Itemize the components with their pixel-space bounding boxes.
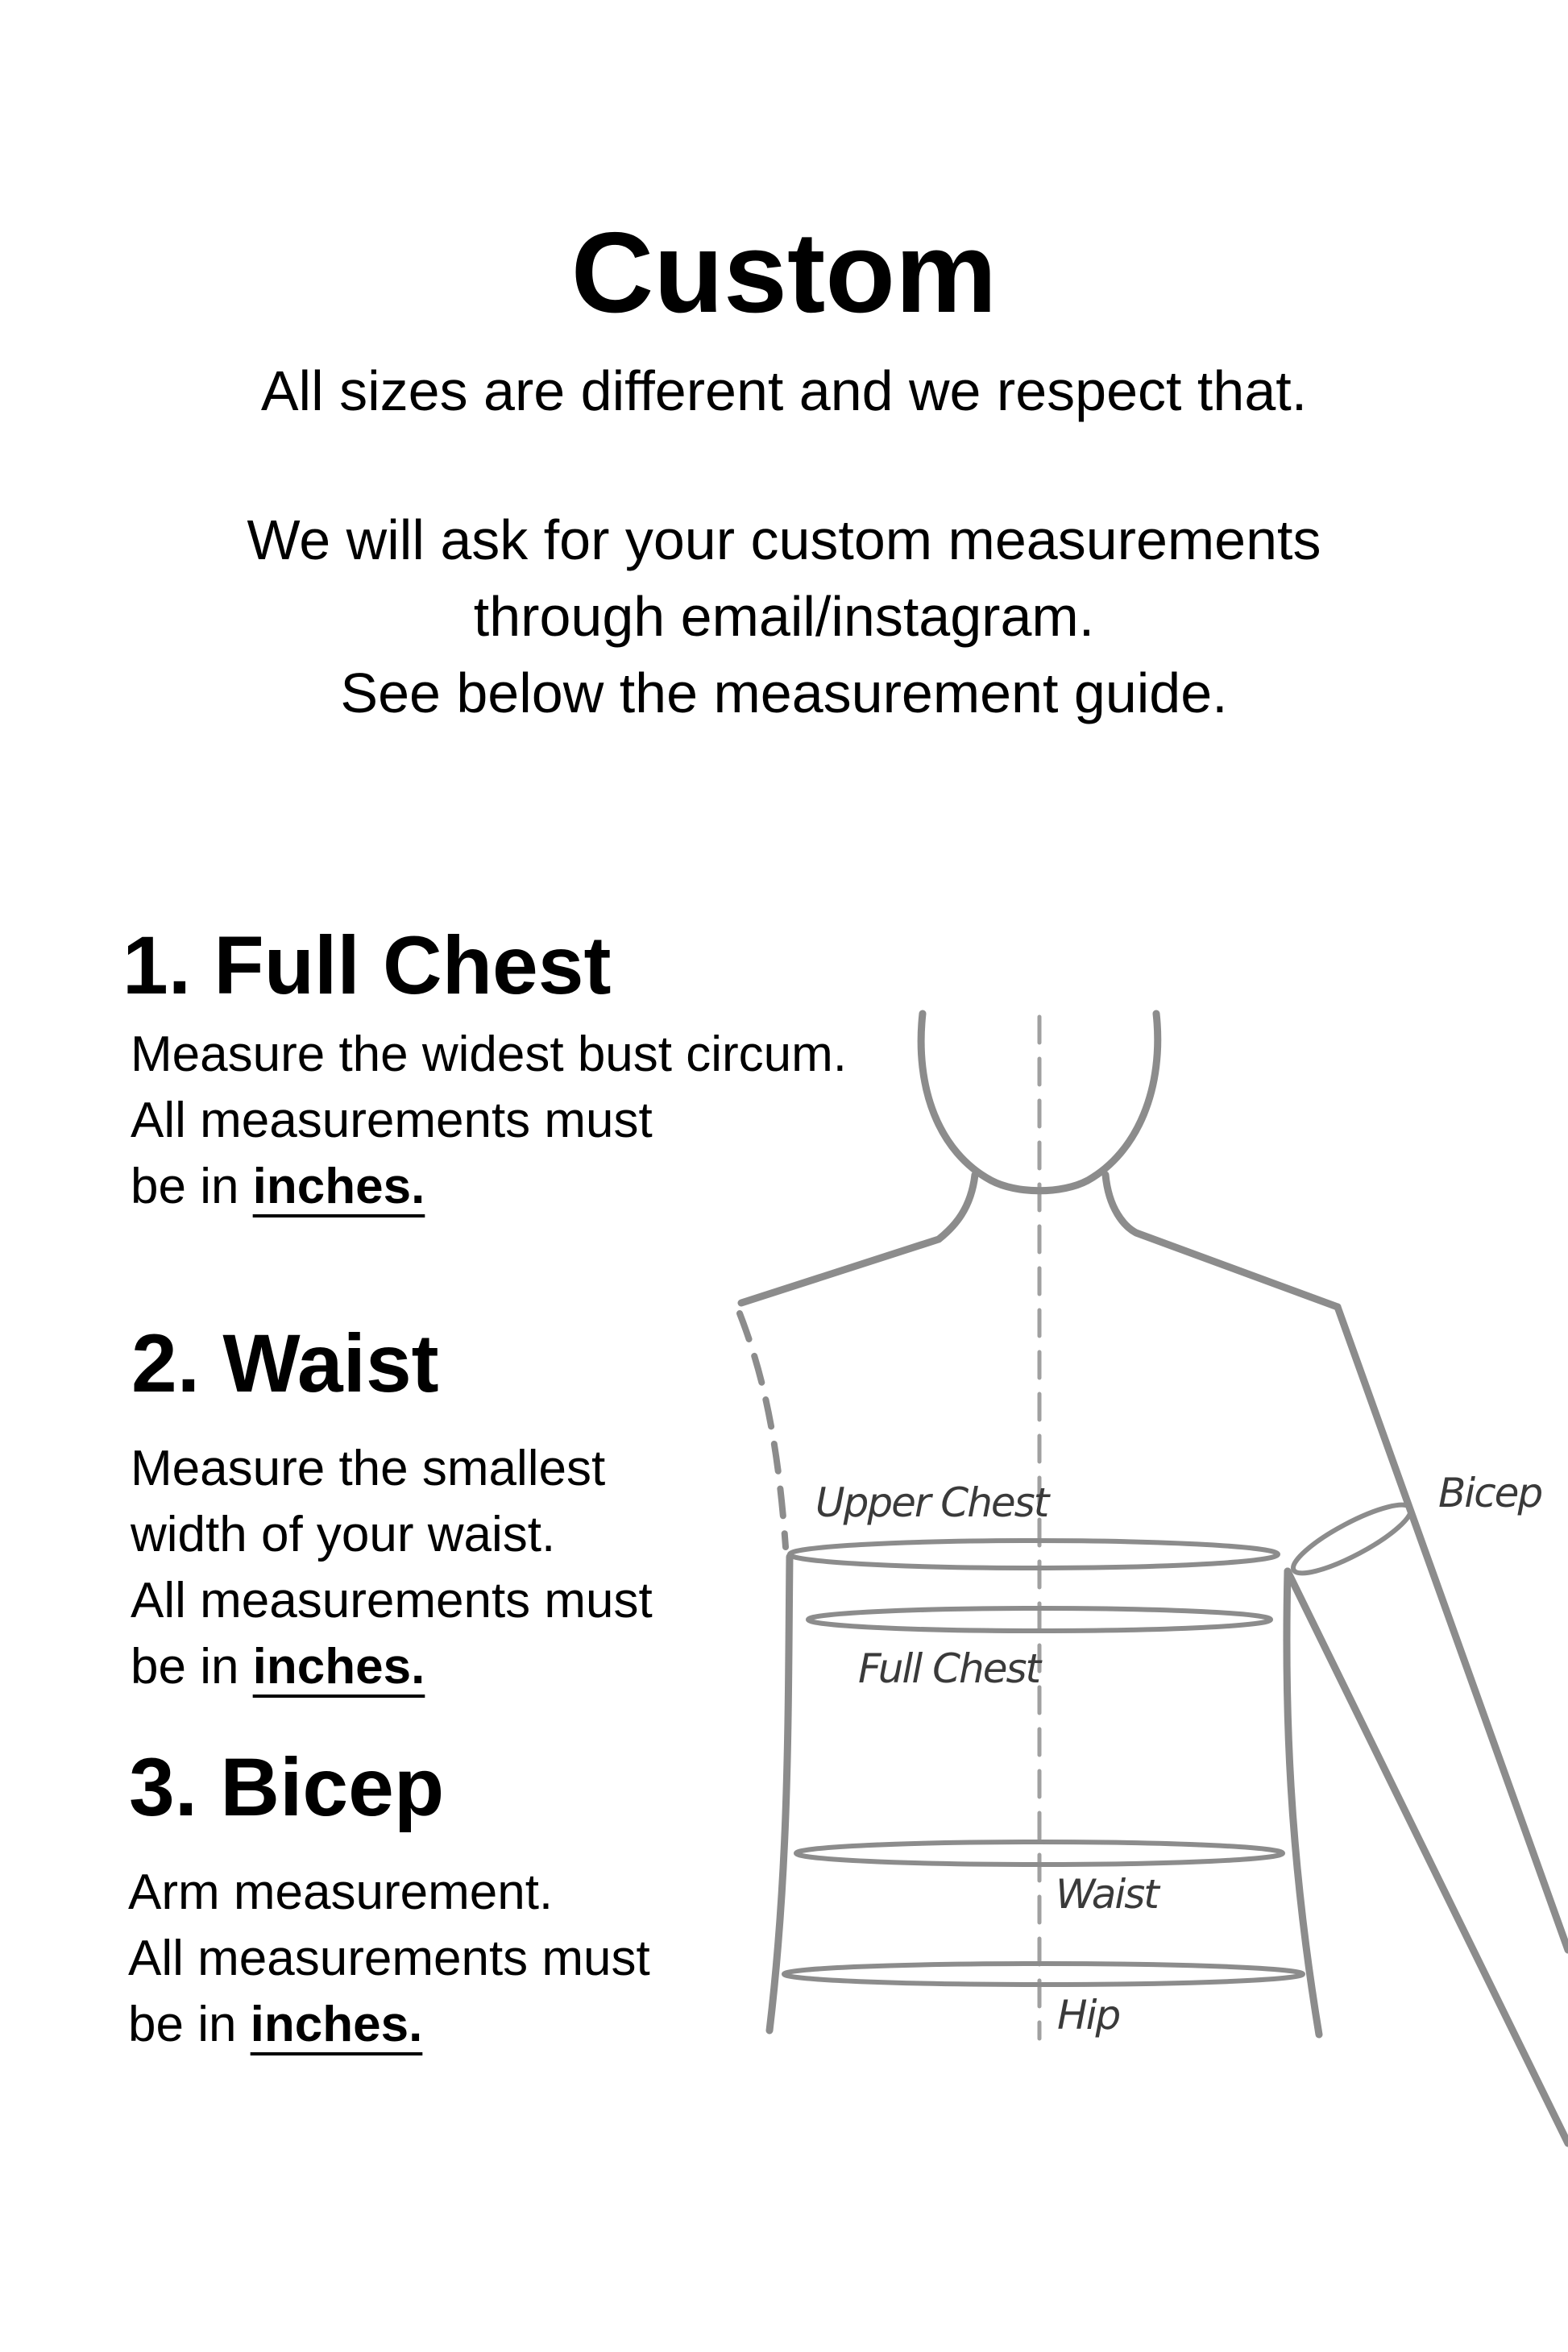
torso-right-side	[1287, 1571, 1319, 2035]
torso-right-outline	[1105, 1175, 1338, 1307]
unit-line	[131, 1154, 847, 1220]
section-body-full-chest	[131, 1022, 847, 1220]
unit-prefix: be in	[128, 1997, 251, 2052]
unit-line	[131, 1634, 653, 1700]
section-heading-bicep: 3. Bicep	[129, 1741, 445, 1833]
intro-line: See below the measurement guide.	[340, 662, 1228, 724]
section-line: All measurements must	[131, 1573, 653, 1628]
intro-line: We will ask for your custom measurements	[247, 508, 1321, 571]
unit-emphasis: inches.	[250, 1997, 423, 2052]
unit-line	[128, 1992, 650, 2058]
section-line: All measurements must	[128, 1931, 650, 1986]
unit-prefix: be in	[131, 1159, 253, 1214]
bicep-label: Bicep	[1438, 1470, 1542, 1516]
intro-line: through email/instagram.	[473, 585, 1095, 648]
waist-label: Waist	[1056, 1871, 1158, 1918]
page-title: Custom	[570, 209, 998, 337]
subtitle: All sizes are different and we respect that.	[260, 359, 1308, 422]
full-chest-label: Full Chest	[858, 1645, 1040, 1692]
upper-chest-loop	[790, 1541, 1278, 1568]
section-line: Measure the widest bust circum.	[131, 1027, 848, 1082]
section-line: All measurements must	[131, 1093, 653, 1148]
unit-prefix: be in	[131, 1639, 253, 1695]
bicep-loop	[1286, 1494, 1418, 1584]
hip-label: Hip	[1057, 1992, 1120, 2039]
arm-inner-outline	[1288, 1571, 1568, 2143]
hip-loop	[784, 1964, 1303, 1985]
section-line: Measure the smallest	[131, 1441, 606, 1496]
section-body-bicep	[128, 1860, 650, 2058]
upper-chest-label: Upper Chest	[815, 1479, 1048, 1526]
unit-emphasis: inches.	[252, 1159, 425, 1214]
shoulder-dashed-outline	[740, 1313, 786, 1547]
section-body-waist	[131, 1436, 653, 1700]
section-heading-full-chest: 1. Full Chest	[122, 919, 612, 1011]
section-line: width of your waist.	[131, 1507, 556, 1562]
torso-left-side	[769, 1557, 790, 2031]
section-line: Arm measurement.	[128, 1865, 554, 1920]
section-heading-waist: 2. Waist	[131, 1317, 439, 1409]
unit-emphasis: inches.	[252, 1639, 425, 1695]
arm-outer-outline	[1338, 1307, 1568, 1950]
